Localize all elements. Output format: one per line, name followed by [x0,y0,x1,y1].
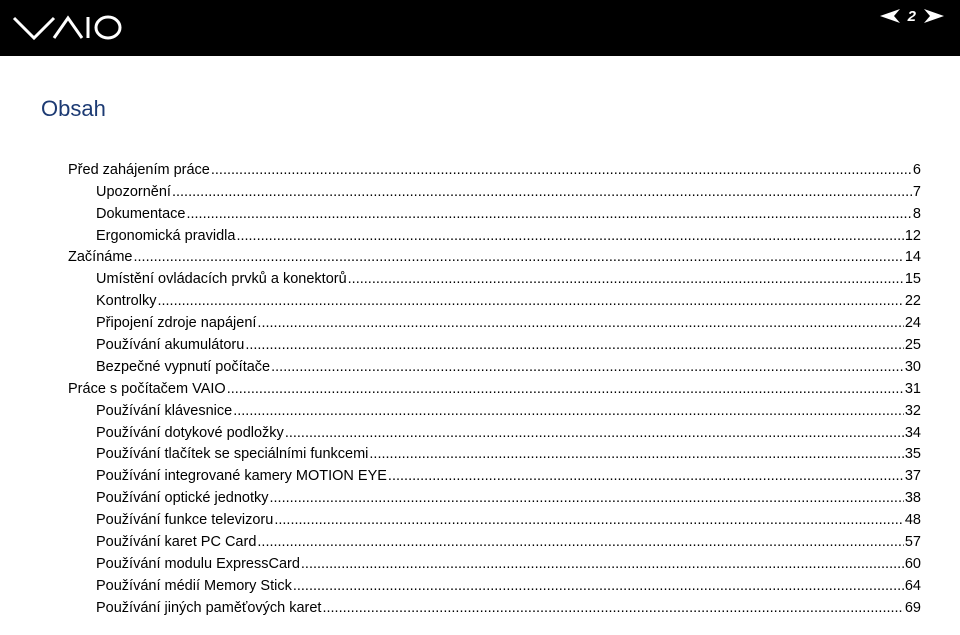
toc-entry-page: 31 [904,380,921,397]
toc-entry[interactable] [68,484,921,506]
toc-entry-label: Používání karet PC Card [96,534,257,551]
toc-entry-page: 8 [912,205,921,222]
toc-leader-dots [388,468,904,484]
toc-entry-label: Používání integrované kamery MOTION EYE [96,468,387,485]
toc-entry[interactable] [68,594,921,616]
toc-leader-dots [301,556,904,572]
toc-entry-label: Používání tlačítek se speciálními funkcemi [96,446,369,463]
toc-leader-dots [236,228,903,244]
toc-leader-dots [271,359,904,375]
toc-entry-label: Ergonomická pravidla [96,227,236,244]
toc-entry-page: 38 [904,490,921,507]
next-page-icon[interactable] [924,9,944,23]
toc-entry-page: 22 [904,293,921,310]
toc-entry-page: 32 [904,402,921,419]
page-number: 2 [907,7,916,25]
toc-leader-dots [369,446,903,462]
page-title: Obsah [41,96,106,121]
toc-entry-label: Upozornění [96,183,171,200]
toc-entry[interactable] [68,287,921,309]
toc-leader-dots [270,490,904,506]
toc-entry-label: Dokumentace [96,205,186,222]
toc-entry-label: Kontrolky [96,293,157,310]
toc-entry[interactable] [68,178,921,200]
toc-entry-label: Používání médií Memory Stick [96,577,292,594]
toc-entry-label: Začínáme [68,249,133,266]
toc-entry-page: 64 [904,577,921,594]
toc-entry-page: 48 [904,512,921,529]
toc-entry[interactable] [68,156,921,178]
toc-leader-dots [133,249,903,265]
toc-entry-label: Používání optické jednotky [96,490,269,507]
toc-entry[interactable] [68,265,921,287]
toc-entry-label: Používání funkce televizoru [96,512,274,529]
toc-leader-dots [211,162,912,178]
toc-entry-page: 14 [904,249,921,266]
toc-entry-page: 57 [904,534,921,551]
toc-entry[interactable] [68,222,921,244]
toc-entry-page: 37 [904,468,921,485]
toc-entry[interactable] [68,397,921,419]
toc-entry-page: 6 [912,161,921,178]
toc-leader-dots [257,315,903,331]
toc-entry[interactable] [68,550,921,572]
toc-leader-dots [293,578,904,594]
toc-entry[interactable] [68,462,921,484]
toc-entry[interactable] [68,200,921,222]
toc-entry-label: Používání jiných paměťových karet [96,599,322,616]
toc-entry[interactable] [68,419,921,441]
toc-entry-label: Práce s počítačem VAIO [68,380,226,397]
toc-entry-page: 15 [904,271,921,288]
header-bar [0,0,960,56]
toc-leader-dots [322,600,903,616]
toc-entry-label: Používání klávesnice [96,402,233,419]
toc-entry[interactable] [68,375,921,397]
toc-entry[interactable] [68,572,921,594]
toc-entry[interactable] [68,441,921,463]
toc-entry-page: 34 [904,424,921,441]
toc-leader-dots [227,381,904,397]
toc-entry-label: Před zahájením práce [68,161,210,178]
toc-entry-label: Používání akumulátoru [96,337,245,354]
toc-leader-dots [157,293,903,309]
toc-entry-label: Umístění ovládacích prvků a konektorů [96,271,347,288]
toc-entry-page: 35 [904,446,921,463]
toc-entry-page: 24 [904,315,921,332]
toc-entry-page: 12 [904,227,921,244]
toc-leader-dots [245,337,904,353]
page-navigation [880,5,944,27]
toc-entry-label: Připojení zdroje napájení [96,315,257,332]
toc-entry[interactable] [68,244,921,266]
toc-entry-page: 69 [904,599,921,616]
toc-entry[interactable] [68,353,921,375]
table-of-contents [68,156,921,616]
toc-leader-dots [285,425,904,441]
toc-entry-label: Bezpečné vypnutí počítače [96,358,271,375]
previous-page-icon[interactable] [880,9,900,23]
toc-entry-page: 60 [904,555,921,572]
toc-entry[interactable] [68,506,921,528]
vaio-logo [12,12,124,42]
toc-leader-dots [172,184,912,200]
toc-leader-dots [257,534,903,550]
toc-entry-label: Používání dotykové podložky [96,424,284,441]
toc-entry[interactable] [68,309,921,331]
toc-leader-dots [274,512,904,528]
toc-leader-dots [348,271,904,287]
toc-entry-page: 7 [912,183,921,200]
toc-entry-page: 25 [904,337,921,354]
toc-entry-label: Používání modulu ExpressCard [96,555,300,572]
toc-entry[interactable] [68,528,921,550]
toc-leader-dots [233,403,904,419]
toc-leader-dots [186,206,911,222]
toc-entry[interactable] [68,331,921,353]
toc-entry-page: 30 [904,358,921,375]
